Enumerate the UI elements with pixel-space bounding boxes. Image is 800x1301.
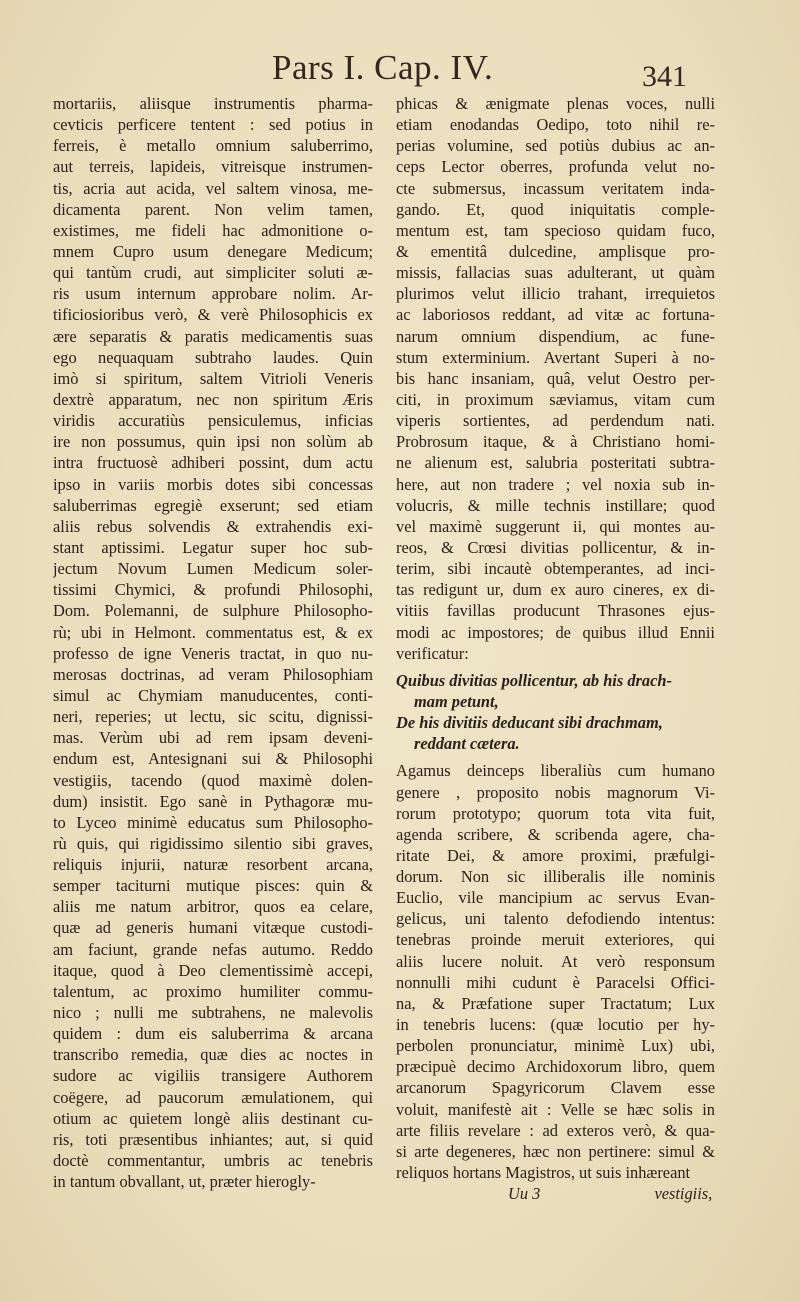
text-line: Euclio, vile mancipium ac servus Evan- <box>396 888 715 908</box>
ennius-quote <box>396 670 715 755</box>
text-line: etiam enodandas Oedipo, toto nihil re- <box>396 115 715 135</box>
text-line: perbolen pronunciatur, minimè Lux) ubi, <box>396 1036 715 1056</box>
text-line: dum) insistit. Ego sanè in Pythagoræ mu- <box>53 791 373 811</box>
text-line: præcipuè decimo Archidoxorum libro, quem <box>396 1057 715 1077</box>
text-line: ris usum internum approbare nolim. Ar- <box>53 284 373 304</box>
text-line: sudore ac vigiliis transigere Authorem <box>53 1066 373 1086</box>
text-line: verificatur: <box>396 643 469 663</box>
text-line: qui tantùm crudi, aut simpliciter soluti æ- <box>53 263 373 283</box>
text-line: phicas & ænigmate plenas voces, nulli <box>396 94 715 113</box>
text-line: reos, & Crœsi divitias pollicentur, & in- <box>396 537 715 557</box>
text-line: mortariis, aliisque instrumentis pharma- <box>53 94 373 113</box>
text-line: tas redigunt ur, dum ex auro cineres, ex di- <box>396 580 715 600</box>
text-line: dextrè apparatum, nec non spiritum Æris <box>53 389 373 409</box>
text-line: aliis me natum arbitror, quos ea celare, <box>53 897 373 917</box>
text-line: vitiis favillas producunt Thrasones ejus- <box>396 601 715 621</box>
text-line: terim, sibi incautè obtemperantes, ad inci- <box>396 559 715 579</box>
text-line: itaque, quod à Deo clementissimè accepi, <box>53 960 373 980</box>
text-line: voluit, manifestè ait : Velle se hæc solis in <box>396 1099 715 1119</box>
text-line: endum est, Antesignani sui & Philosophi <box>53 749 373 769</box>
text-line: plurimos velut illicio trahant, irrequietos <box>396 284 715 304</box>
text-line: & ementitâ dulcedine, amplisque pro- <box>396 241 715 261</box>
text-line: volucris, & mille technis instillare; quod <box>396 495 715 515</box>
text-line: professo de igne Veneris tractat, in quo nu- <box>53 643 373 663</box>
text-line: otium ac quietem longè aliis destinant cu- <box>53 1108 373 1128</box>
text-line: ne alienum est, salubria posteritati subtra- <box>396 453 715 473</box>
text-line: cte submersus, incassum veritatem inda- <box>396 178 715 198</box>
right-column-text-after-quote <box>396 760 715 1183</box>
text-line: na, & Præfatione super Tractatum; Lux <box>396 993 715 1013</box>
text-line: nonnulli mihi cudunt è Paracelsi Offici- <box>396 972 715 992</box>
right-text-column <box>396 93 715 1204</box>
text-line: vestigiis, tacendo (quod maximè dolen- <box>53 770 373 790</box>
right-column-text-before-quote <box>396 93 715 664</box>
text-line: rù; ubi in Helmont. commentatus est, & ex <box>53 622 373 642</box>
text-line: coëgere, ad paucorum æmulationem, qui <box>53 1087 373 1107</box>
text-line: jectum Novum Lumen Medicum soler- <box>53 559 373 579</box>
text-line: mnem Cupro usum denegare Medicum; <box>53 241 373 261</box>
text-line: quidem : dum eis saluberrima & arcana <box>53 1024 373 1044</box>
text-line: saluberrimas egregiè exserunt; sed etiam <box>53 495 373 515</box>
text-line: cevticis perficere tentent : sed potius in <box>53 115 373 135</box>
text-line: reliquos hortans Magistros, ut suis inhæreant <box>396 1163 691 1183</box>
text-line: missis, fallacias suas adulterant, ut quàm <box>396 263 715 283</box>
text-line: stant aptissimi. Legatur super hoc sub- <box>53 537 373 557</box>
page-number: 341 <box>642 60 687 93</box>
text-line: narum omnium dispendium, ac fune- <box>396 326 715 346</box>
text-line: stum exterminium. Avertant Superi à no- <box>396 347 715 367</box>
text-line: dorum. Non sic illiberalis ille nominis <box>396 867 715 887</box>
text-line: imò si spiritum, saltem Vitrioli Veneris <box>53 368 373 388</box>
text-line: tis, acria aut acida, vel saltem vinosa, me- <box>53 178 373 198</box>
signature-mark: Uu 3 <box>508 1184 541 1204</box>
text-line: tissimi Chymici, & profundi Philosophi, <box>53 580 373 600</box>
text-line: intra fructuosè adhiberi possint, dum actu <box>53 453 373 473</box>
text-line: ære separatis & paratis medicamentis suas <box>53 326 373 346</box>
text-line: ceps Lector oberres, profunda velut no- <box>396 157 715 177</box>
text-line: aliis rebus solvendis & extrahendis exi- <box>53 516 373 536</box>
text-line: vel maximè suggerunt ii, qui montes au- <box>396 516 715 536</box>
text-line: reliquis injurii, naturæ resorbent arcana, <box>53 855 373 875</box>
text-line: here, aut non tradere ; vel noxia sub in- <box>396 474 715 494</box>
text-line: tenebras proinde meruit exteriores, qui <box>396 930 715 950</box>
text-line: bis hanc insaniam, quâ, velut Oestro per- <box>396 368 715 388</box>
text-line: ipso in variis morbis dotes sibi concessas <box>53 474 373 494</box>
text-line: ferreis, è metallo omnium saluberrimo, <box>53 136 373 156</box>
text-line: quæ ad generis humani vitæque custodi- <box>53 918 373 938</box>
text-line: agenda scribere, & scribenda agere, cha- <box>396 824 715 844</box>
text-line: ire non possumus, quin ipsi non solùm ab <box>53 432 373 452</box>
quote-line: reddant cætera. <box>414 734 520 754</box>
text-line: mas. Verùm ubi ad rem ipsam deveni- <box>53 728 373 748</box>
text-line: mentum est, tam specioso quidam fuco, <box>396 220 715 240</box>
text-line: viridis accuratiùs pensiculemus, inficias <box>53 411 373 431</box>
catchword: vestigiis, <box>654 1184 713 1204</box>
text-line: existimes, me fideli hac admonitione o- <box>53 220 373 240</box>
text-line: merosas doctrinas, ad veram Philosophiam <box>53 664 373 684</box>
text-line: to Lyceo minimè educatus sum Philosopho- <box>53 812 373 832</box>
left-text-column <box>53 93 373 1192</box>
text-line: doctè commentantur, umbris ac tenebris <box>53 1151 373 1171</box>
text-line: transcribo remedia, quæ dies ac noctes in <box>53 1045 373 1065</box>
quote-line: De his divitiis deducant sibi drachmam, <box>396 713 663 733</box>
text-line: arcanorum Spagyricorum Clavem esse <box>396 1078 715 1098</box>
text-line: Dom. Polemanni, de sulphure Philosopho- <box>53 601 373 621</box>
text-line: citi, in proximum sæviamus, vitam cum <box>396 389 715 409</box>
text-line: genere , proposito nobis magnorum Vi- <box>396 782 715 802</box>
running-title: Pars I. Cap. IV. <box>272 48 494 87</box>
text-line: am faciunt, grande nefas autumo. Reddo <box>53 939 373 959</box>
text-line: aliis lucere noluit. At verò responsum <box>396 951 715 971</box>
text-line: nico ; nulli me subtrahens, ne malevolis <box>53 1003 373 1023</box>
text-line: rorum prototypo; quorum tota vita fuit, <box>396 803 715 823</box>
text-line: dicamenta parent. Non velim tamen, <box>53 199 373 219</box>
text-line: ac laboriosos reddant, ad vitæ ac fortuna- <box>396 305 715 325</box>
text-line: in tenebris lucens: (quæ locutio per hy- <box>396 1015 715 1035</box>
text-line: tificiosioribus verò, & verè Philosophicis ex <box>53 305 373 325</box>
text-line: ritate Dei, & amore proximi, præfulgi- <box>396 845 715 865</box>
text-line: viperis sortientes, ad perdendum nati. <box>396 411 715 431</box>
text-line: semper taciturni mutique pisces: quin & <box>53 876 373 896</box>
text-line: ego nequaquam subtraho laudes. Quin <box>53 347 373 367</box>
text-line: gando. Et, quod iniquitatis comple- <box>396 199 715 219</box>
text-line: Agamus deinceps liberaliùs cum humano <box>396 761 715 781</box>
quote-line: mam petunt, <box>414 691 499 711</box>
text-line: rù quis, qui rigidissimo silentio sibi graves, <box>53 833 373 853</box>
text-line: si arte degeneres, hæc non pertinere: simul & <box>396 1141 715 1161</box>
text-line: neri, reperies; ut lectu, sic scitu, dignissi- <box>53 707 373 727</box>
text-line: gelicus, uni talento defodiendo intentus: <box>396 909 715 929</box>
page-footer <box>396 1183 715 1204</box>
quote-line: Quibus divitias pollicentur, ab his drach- <box>396 670 672 690</box>
text-line: simul ac Chymiam manuducentes, conti- <box>53 685 373 705</box>
text-line: Probrosum itaque, & à Christiano homi- <box>396 432 715 452</box>
text-line: talentum, ac proximo humiliter commu- <box>53 981 373 1001</box>
text-line: in tantum obvallant, ut, præter hierogly- <box>53 1172 316 1192</box>
text-line: modi ac impostores; de quibus illud Ennii <box>396 622 715 642</box>
text-line: arte filiis revelare : ad exteros verò, & qua- <box>396 1120 715 1140</box>
text-line: ris, toti præsentibus inhiantes; aut, si quid <box>53 1129 373 1149</box>
text-line: aut terreis, lapideis, vitreisque instrumen- <box>53 157 373 177</box>
text-line: perias volumine, sed potiùs dubius ac an- <box>396 136 715 156</box>
